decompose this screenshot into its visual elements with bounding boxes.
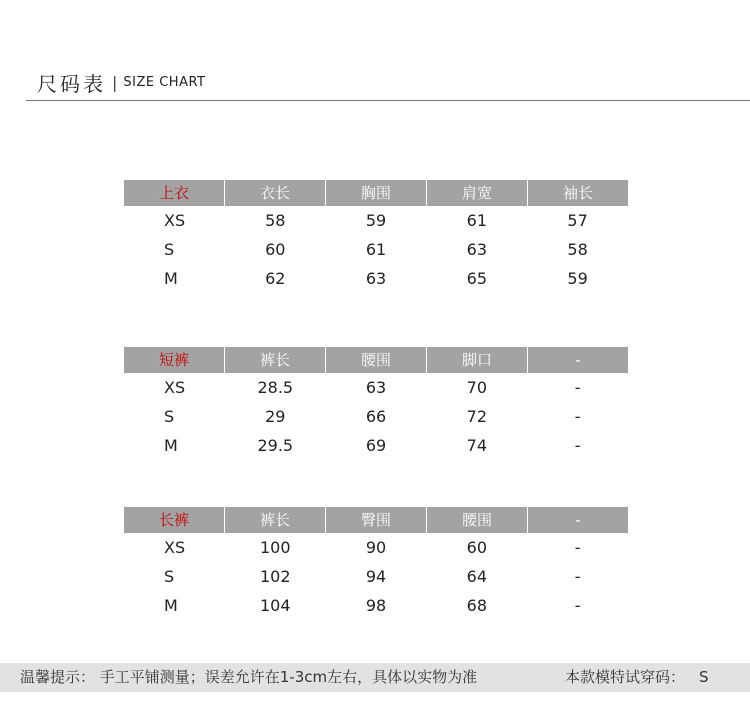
table-row xyxy=(124,591,628,620)
value-cell: 29 xyxy=(265,407,286,426)
table-header-row xyxy=(124,347,628,373)
model-size-value: S xyxy=(699,668,709,686)
size-chart-header xyxy=(37,68,206,97)
value-cell: - xyxy=(574,567,581,586)
value-cell: 59 xyxy=(365,211,387,230)
model-size-info xyxy=(565,663,709,692)
column-header: - xyxy=(528,347,628,373)
column-header: 腰围 xyxy=(427,507,527,533)
column-header: 臀围 xyxy=(326,507,426,533)
page-title-en: SIZE CHART xyxy=(123,75,206,90)
value-cell: - xyxy=(574,538,581,557)
column-header: 裤长 xyxy=(225,347,325,373)
size-cell: XS xyxy=(164,538,186,557)
value-cell: 90 xyxy=(365,538,387,557)
size-cell: M xyxy=(164,596,178,615)
value-cell: 100 xyxy=(259,538,291,557)
value-cell: 69 xyxy=(365,436,387,455)
size-cell: M xyxy=(164,436,178,455)
table-row xyxy=(124,264,628,293)
category-label: 长裤 xyxy=(124,507,224,533)
value-cell: 66 xyxy=(365,407,387,426)
value-cell: 62 xyxy=(265,269,286,288)
size-table-shorts xyxy=(124,347,628,460)
value-cell: 104 xyxy=(259,596,291,615)
value-cell: 28.5 xyxy=(257,378,294,397)
measurement-note: 温馨提示： 手工平铺测量；误差允许在1-3cm左右，具体以实物为准 xyxy=(20,668,478,686)
value-cell: - xyxy=(574,407,581,426)
value-cell: 61 xyxy=(365,240,387,259)
column-header: 脚口 xyxy=(427,347,527,373)
value-cell: - xyxy=(574,378,581,397)
table-row xyxy=(124,562,628,591)
size-cell: M xyxy=(164,269,178,288)
value-cell: - xyxy=(574,596,581,615)
value-cell: 58 xyxy=(265,211,286,230)
size-cell: XS xyxy=(164,378,186,397)
value-cell: 74 xyxy=(466,436,487,455)
page-title-cn: 尺码表 xyxy=(37,72,106,96)
value-cell: 63 xyxy=(365,378,387,397)
value-cell: 60 xyxy=(466,538,487,557)
table-row xyxy=(124,533,628,562)
value-cell: 68 xyxy=(466,596,487,615)
table-row xyxy=(124,206,628,235)
table-row xyxy=(124,373,628,402)
value-cell: - xyxy=(574,436,581,455)
column-header: 衣长 xyxy=(225,180,325,206)
size-cell: XS xyxy=(164,211,186,230)
size-table-tops xyxy=(124,180,628,293)
value-cell: 72 xyxy=(466,407,487,426)
table-header-row xyxy=(124,507,628,533)
value-cell: 57 xyxy=(567,211,588,230)
column-header: 肩宽 xyxy=(427,180,527,206)
value-cell: 63 xyxy=(466,240,487,259)
model-size-label: 本款模特试穿码： xyxy=(565,668,686,686)
size-cell: S xyxy=(164,407,175,426)
size-cell: S xyxy=(164,240,175,259)
value-cell: 63 xyxy=(365,269,387,288)
value-cell: 94 xyxy=(365,567,387,586)
column-header: 袖长 xyxy=(528,180,628,206)
category-label: 短裤 xyxy=(124,347,224,373)
header-divider xyxy=(26,100,750,101)
category-label: 上衣 xyxy=(124,180,224,206)
value-cell: 102 xyxy=(259,567,291,586)
table-row xyxy=(124,235,628,264)
value-cell: 60 xyxy=(265,240,286,259)
column-header: 胸围 xyxy=(326,180,426,206)
value-cell: 61 xyxy=(466,211,487,230)
value-cell: 59 xyxy=(567,269,588,288)
title-separator: | xyxy=(112,73,118,92)
value-cell: 29.5 xyxy=(257,436,294,455)
value-cell: 65 xyxy=(466,269,487,288)
value-cell: 70 xyxy=(466,378,487,397)
value-cell: 64 xyxy=(466,567,487,586)
column-header: - xyxy=(528,507,628,533)
footer-note-bar xyxy=(0,663,750,692)
column-header: 腰围 xyxy=(326,347,426,373)
size-table-trousers xyxy=(124,507,628,620)
table-row xyxy=(124,402,628,431)
column-header: 裤长 xyxy=(225,507,325,533)
table-header-row xyxy=(124,180,628,206)
value-cell: 98 xyxy=(365,596,387,615)
value-cell: 58 xyxy=(567,240,588,259)
size-cell: S xyxy=(164,567,175,586)
table-row xyxy=(124,431,628,460)
